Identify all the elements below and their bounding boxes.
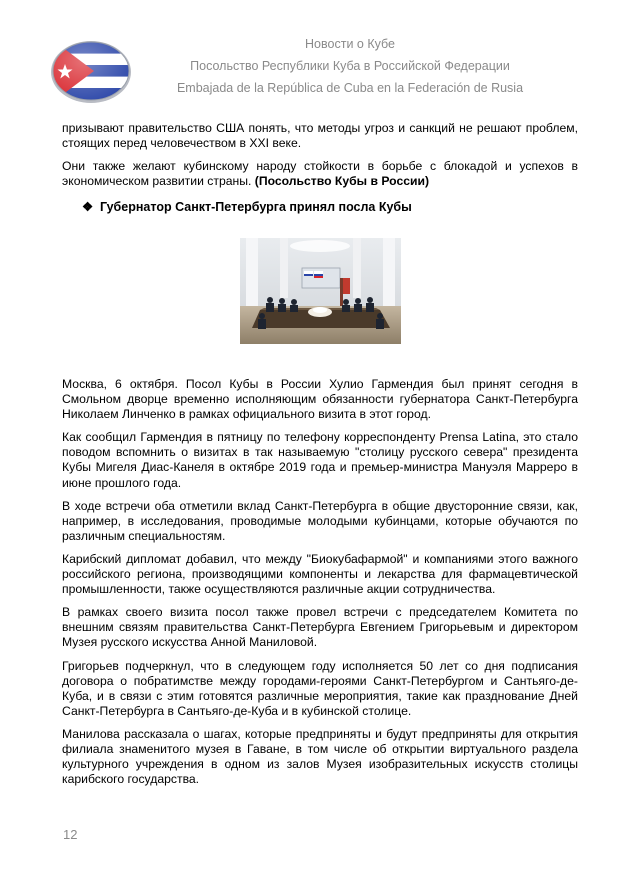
header bbox=[140, 33, 560, 99]
source-attribution: (Посольство Кубы в России) bbox=[254, 174, 430, 189]
header-title: Новости о Кубе bbox=[305, 37, 395, 51]
meeting-photo bbox=[240, 238, 401, 344]
article-paragraph: Манилова рассказала о шагах, которые предприняты и будут предприняты для открытия филиала знаменитого музея в Гаване, в том числе об открытии виртуального раздела культурного учреждения в одном из залов Музея изобразительных искусств столицы карибского государства. bbox=[62, 726, 578, 787]
intro-paragraph-text: Они также желают кубинскому народу стойкости в борьбе с блокадой и успехов в экономическом развитии страны. bbox=[62, 159, 578, 189]
article-paragraph: В ходе встречи оба отметили вклад Санкт-Петербурга в общие двусторонние связи, как, например, в исследования, проводимые молодыми кубинцами, которые обучаются по различным специальностям. bbox=[62, 498, 578, 543]
article-paragraph: Москва, 6 октября. Посол Кубы в России Хулио Гармендия был принят сегодня в Смольном дворце временно исполняющим обязанности губернатора Санкт-Петербурга Николаем Линченко в рамках официального визита в этот город. bbox=[62, 377, 578, 422]
article-title: Губернатор Санкт-Петербурга принял посла Кубы bbox=[100, 200, 412, 214]
article-body bbox=[62, 377, 578, 795]
header-embassy-ru: Посольство Республики Куба в Российской Федерации bbox=[190, 59, 510, 73]
intro-paragraph: призывают правительство США понять, что методы угроз и санкций не решают проблем, стоящих перед человечеством в XXI веке. bbox=[62, 121, 578, 151]
intro-text bbox=[62, 121, 578, 197]
cuban-flag-logo-icon bbox=[50, 38, 132, 104]
header-embassy-es: Embajada de la República de Cuba en la Federación de Rusia bbox=[176, 81, 524, 95]
article-paragraph: Григорьев подчеркнул, что в следующем году исполняется 50 лет со дня подписания договора о побратимстве между городами-героями Санкт-Петербургом и Сантьяго-де-Куба, и в связи с этим готовятся различные мероприятия, такие как празднование Дней Санкт-Петербурга в Сантьяго-де-Куба и в кубинской столице. bbox=[62, 658, 578, 718]
article-paragraph: Как сообщил Гармендия в пятницу по телефону корреспонденту Prensa Latina, это стало поводом вспомнить о визитах в так называемую "столицу русского севера" президента Кубы Мигеля Диас-Канеля в октябре 2019 года и премьер-министра Мануэля Марреро в июне прошлого года. bbox=[62, 430, 578, 490]
article-paragraph: Карибский дипломат добавил, что между "Биокубафармой" и компаниями этого важного российского региона, производящими компоненты и лекарства для фармацевтической промышленности, также осуществляются различные акции сотрудничества. bbox=[62, 551, 578, 597]
article-heading bbox=[82, 199, 412, 214]
diamond-bullet-icon: ❖ bbox=[82, 200, 94, 214]
page-number: 12 bbox=[63, 827, 78, 842]
article-paragraph: В рамках своего визита посол также провел встречи с председателем Комитета по внешним связям правительства Санкт-Петербурга Евгением Григорьевым и директором Музея русского искусства Анной Маниловой. bbox=[62, 605, 578, 650]
intro-paragraph-2 bbox=[62, 159, 578, 189]
